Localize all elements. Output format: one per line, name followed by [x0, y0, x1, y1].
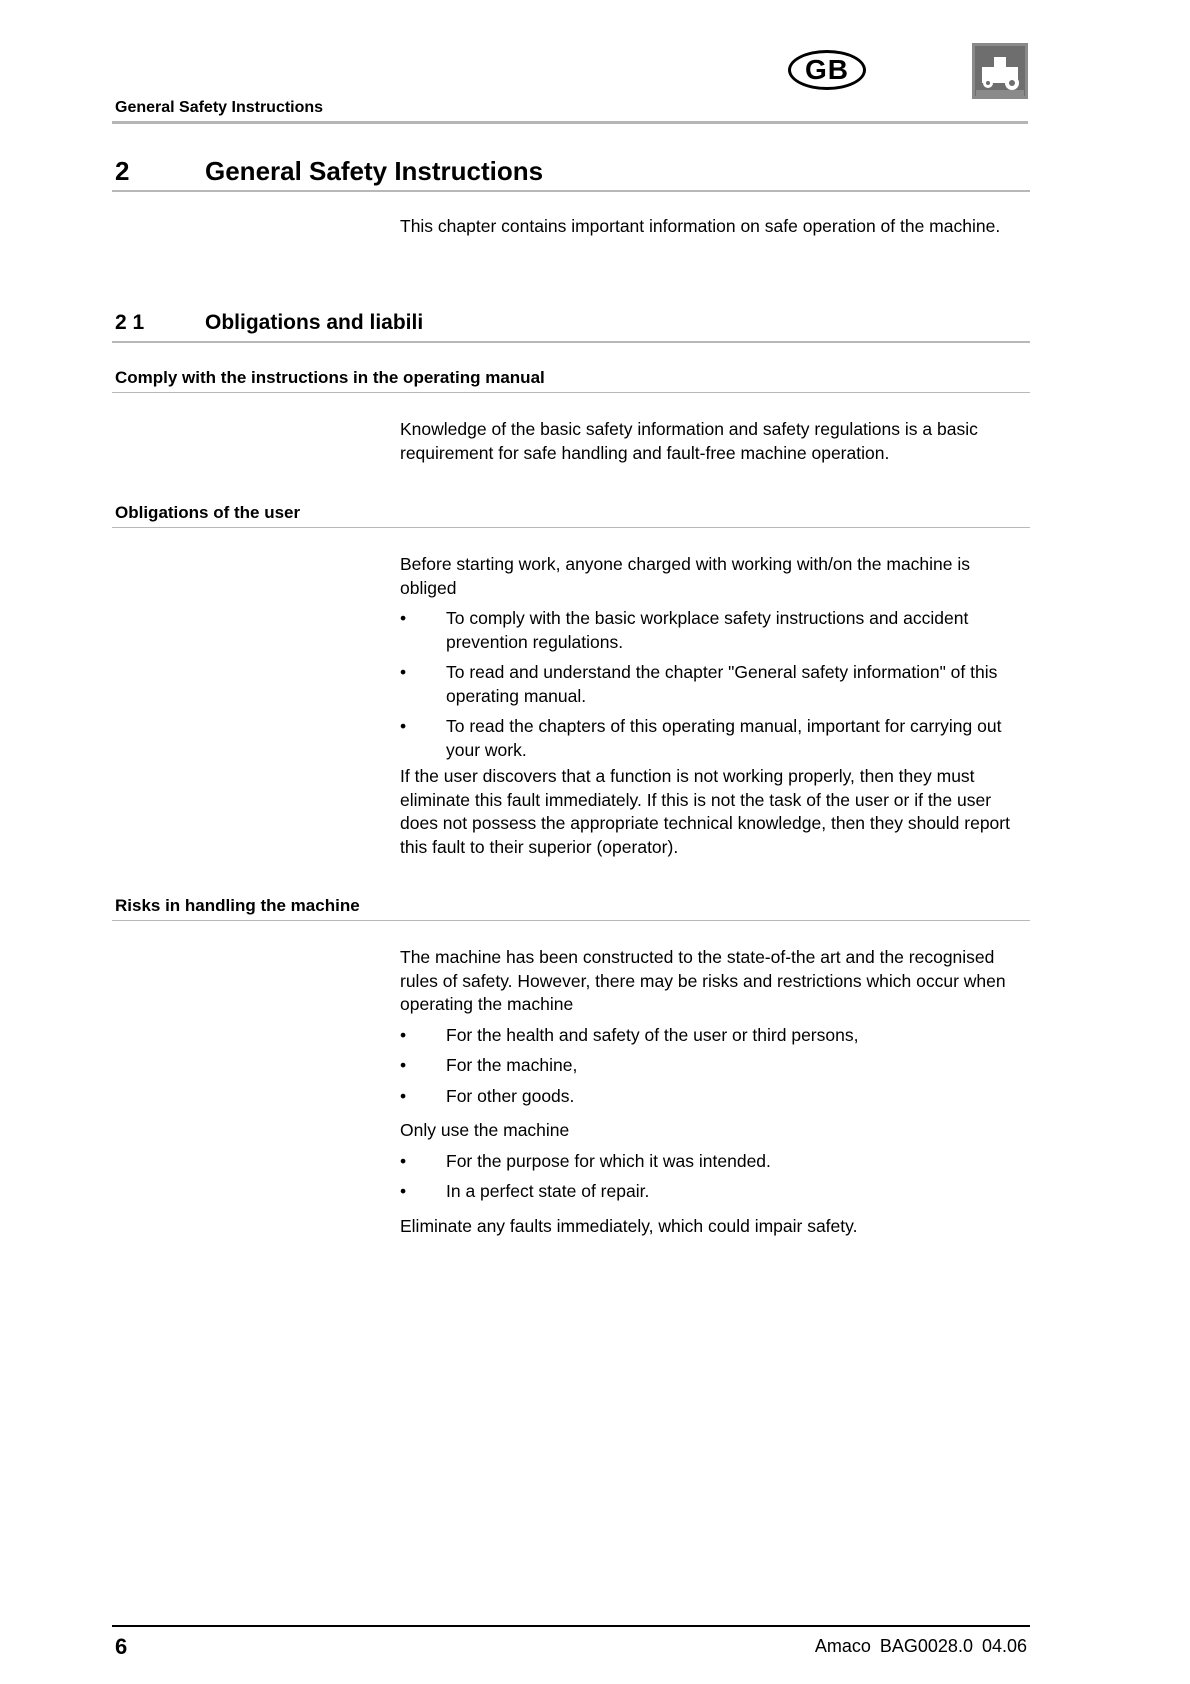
list-item: • For other goods. [400, 1085, 575, 1106]
list-item: • For the purpose for which it was intended. [400, 1150, 771, 1171]
chapter-divider [112, 190, 1030, 192]
running-title: General Safety Instructions [115, 99, 324, 116]
section-title: Obligations and liabili [205, 311, 424, 334]
chapter-number: 2 [115, 156, 130, 186]
comply-text: Knowledge of the basic safety information and safety regulations is a basic requirement for safe handling and fault-free machine operation. [400, 419, 978, 463]
user-divider [112, 527, 1030, 528]
list-item: • To read the chapters of this operating manual, important for carrying out your work. [400, 716, 1002, 760]
list-item: • In a perfect state of repair. [400, 1181, 650, 1201]
use-intro: Only use the machine [400, 1120, 570, 1140]
chapter-title: General Safety Instructions [205, 156, 544, 186]
header-divider [112, 121, 1028, 124]
risks-closing: Eliminate any faults immediately, which could impair safety. [400, 1215, 858, 1236]
country-badge: GB [788, 50, 866, 90]
footer-divider [112, 1625, 1030, 1627]
list-item: • To comply with the basic workplace safety instructions and accident prevention regulations. [400, 608, 969, 652]
section-number: 2 1 [115, 311, 145, 334]
risks-divider [112, 920, 1030, 921]
user-intro: Before starting work, anyone charged with working with/on the machine is obliged [400, 554, 971, 598]
chapter-intro: This chapter contains important information on safe operation of the machine. [400, 216, 1001, 236]
comply-heading: Comply with the instructions in the operating manual [115, 368, 545, 387]
list-item: • For the health and safety of the user or third persons, [400, 1024, 859, 1045]
risks-intro: The machine has been constructed to the state-of-the art and the recognised rules of safety. However, there may be risks and restrictions which occur when operating the machine [400, 947, 1006, 1014]
list-item: • For the machine, [400, 1055, 578, 1075]
comply-divider [112, 392, 1030, 393]
amazone-tractor-logo-icon [972, 43, 1028, 99]
user-heading: Obligations of the user [115, 503, 301, 522]
risks-block [400, 946, 1030, 1238]
user-closing: If the user discovers that a function is not working properly, then they must eliminate this fault immediately. If this is not the task of the user or if the user does not possess the appropriate technical knowledge, then they should report this fault to their superior (operator). [400, 766, 1010, 857]
list-item: • To read and understand the chapter "General safety information" of this operating manual. [400, 662, 998, 706]
section-divider [112, 341, 1030, 343]
page-number: 6 [115, 1634, 128, 1659]
document-reference: Amaco BAG0028.0 04.06 [814, 1636, 1027, 1656]
user-block [400, 553, 1030, 859]
risks-heading: Risks in handling the machine [115, 896, 360, 915]
